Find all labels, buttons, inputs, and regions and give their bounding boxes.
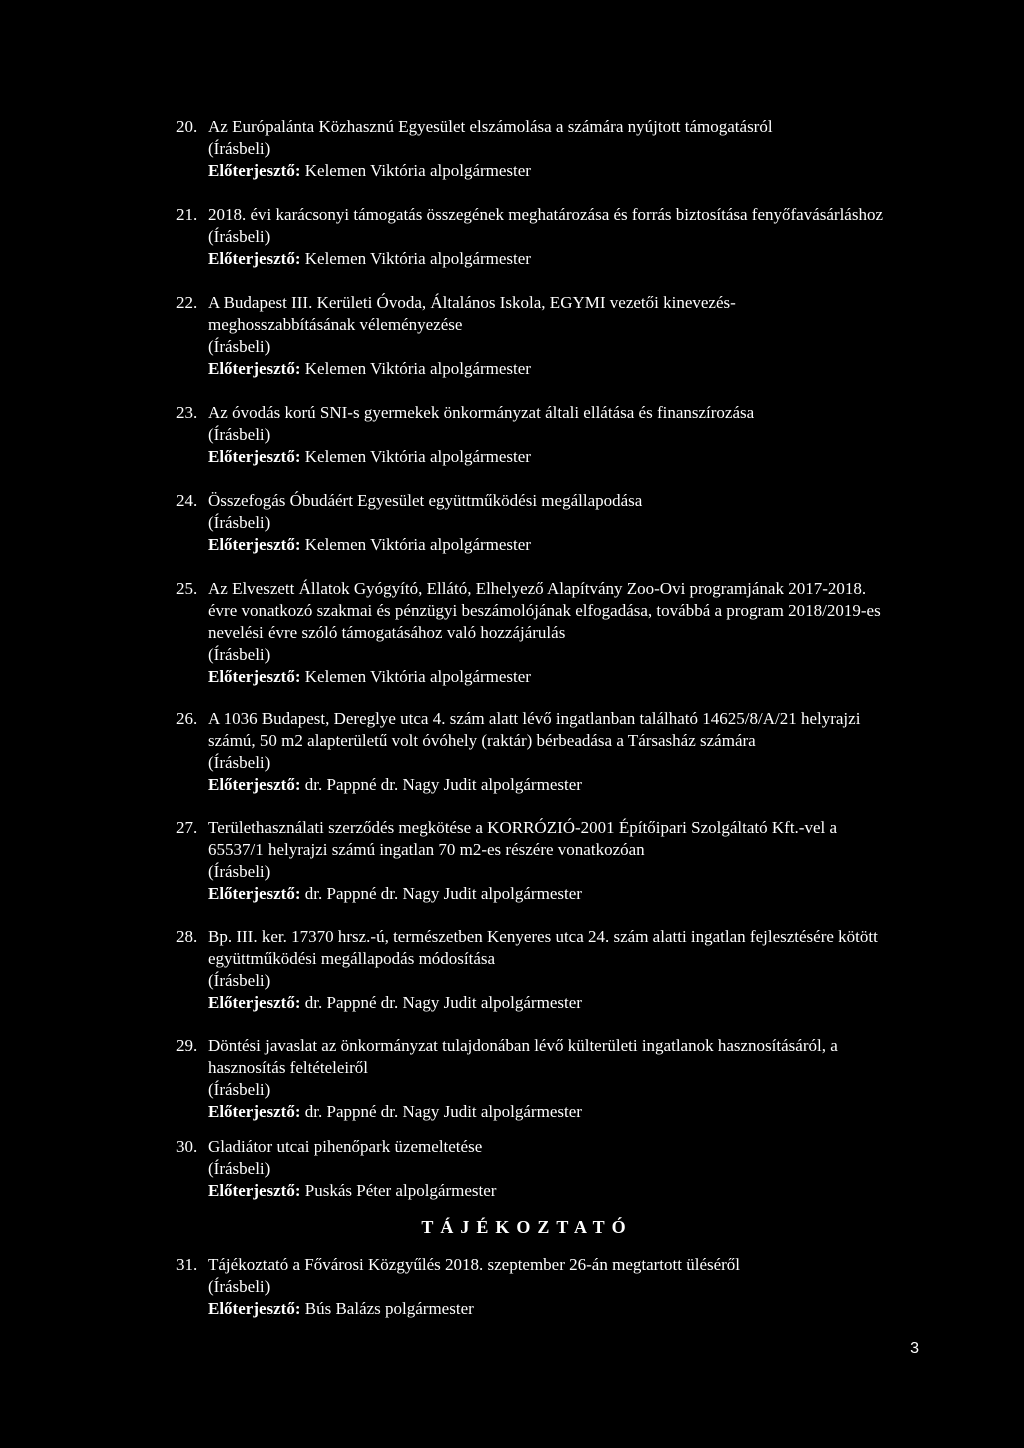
item-title-line: Döntési javaslat az önkormányzat tulajdonában lévő külterületi ingatlanok hasznosításáról, a [208, 1036, 838, 1055]
presenter-label: Előterjesztő: [208, 667, 301, 686]
item-title-line: nevelési évre szóló támogatásához való hozzájárulás [208, 623, 566, 642]
presenter-label: Előterjesztő: [208, 359, 301, 378]
agenda-item-22 [176, 292, 976, 380]
item-title-line: Tájékoztató a Fővárosi Közgyűlés 2018. szeptember 26-án megtartott üléséről [208, 1255, 741, 1274]
item-type: (Írásbeli) [208, 1080, 271, 1099]
item-title-line: Az óvodás korú SNI-s gyermekek önkormányzat általi ellátása és finanszírozása [208, 403, 755, 422]
item-number: 31. [176, 1255, 198, 1274]
presenter-label: Előterjesztő: [208, 993, 301, 1012]
agenda-item-24 [176, 490, 976, 556]
item-number: 23. [176, 403, 198, 422]
item-presenter-line [208, 774, 976, 796]
item-type: (Írásbeli) [208, 227, 271, 246]
presenter-label: Előterjesztő: [208, 1102, 301, 1121]
presenter-name: Kelemen Viktória alpolgármester [304, 161, 531, 180]
section-heading: TÁJÉKOZTATÓ [421, 1217, 633, 1237]
item-title-line: 65537/1 helyrajzi számú ingatlan 70 m2-es részére vonatkozóan [208, 840, 645, 859]
presenter-name: Kelemen Viktória alpolgármester [304, 249, 531, 268]
item-number: 25. [176, 579, 198, 598]
agenda-item-26 [176, 708, 976, 796]
item-type: (Írásbeli) [208, 337, 271, 356]
agenda-item-23 [176, 402, 976, 468]
item-number: 22. [176, 293, 198, 312]
presenter-name: dr. Pappné dr. Nagy Judit alpolgármester [304, 775, 582, 794]
presenter-name: dr. Pappné dr. Nagy Judit alpolgármester [304, 884, 582, 903]
item-type: (Írásbeli) [208, 645, 271, 664]
item-title-line: 2018. évi karácsonyi támogatás összegének meghatározása és forrás biztosítása fenyőfavásárláshoz [208, 205, 884, 224]
presenter-name: Kelemen Viktória alpolgármester [304, 359, 531, 378]
presenter-name: Kelemen Viktória alpolgármester [304, 535, 531, 554]
presenter-label: Előterjesztő: [208, 884, 301, 903]
item-number: 21. [176, 205, 198, 224]
item-title-line: évre vonatkozó szakmai és pénzügyi beszámolójának elfogadása, továbbá a program 2018/2019-es [208, 601, 881, 620]
presenter-name: dr. Pappné dr. Nagy Judit alpolgármester [304, 1102, 582, 1121]
item-presenter-line [208, 666, 976, 688]
presenter-label: Előterjesztő: [208, 447, 301, 466]
item-number: 30. [176, 1137, 198, 1156]
item-title-line: hasznosítás feltételeiről [208, 1058, 369, 1077]
presenter-name: Puskás Péter alpolgármester [304, 1181, 497, 1200]
item-type: (Írásbeli) [208, 862, 271, 881]
presenter-name: Bús Balázs polgármester [304, 1299, 474, 1318]
item-number: 29. [176, 1036, 198, 1055]
presenter-label: Előterjesztő: [208, 1181, 301, 1200]
presenter-label: Előterjesztő: [208, 535, 301, 554]
item-title-line: A Budapest III. Kerületi Óvoda, Általános Iskola, EGYMI vezetői kinevezés- [208, 293, 736, 312]
item-type: (Írásbeli) [208, 971, 271, 990]
presenter-label: Előterjesztő: [208, 161, 301, 180]
item-title-line: A 1036 Budapest, Dereglye utca 4. szám alatt lévő ingatlanban található 14625/8/A/21 helyrajzi [208, 709, 861, 728]
item-type: (Írásbeli) [208, 513, 271, 532]
item-presenter-line [208, 1101, 976, 1123]
item-presenter-line [208, 883, 976, 905]
item-title-line: Az Elveszett Állatok Gyógyító, Ellátó, Elhelyező Alapítvány Zoo-Ovi programjának 2017-2018. [208, 579, 867, 598]
item-type: (Írásbeli) [208, 1277, 271, 1296]
item-title-line: Összefogás Óbudáért Egyesület együttműködési megállapodása [208, 491, 643, 510]
agenda-item-31 [176, 1254, 976, 1320]
item-title-line: Bp. III. ker. 17370 hrsz.-ú, természetben Kenyeres utca 24. szám alatti ingatlan fejlesztésére kötött [208, 927, 878, 946]
item-type: (Írásbeli) [208, 753, 271, 772]
item-presenter-line [208, 1298, 976, 1320]
item-title-line: meghosszabbításának véleményezése [208, 315, 463, 334]
item-presenter-line [208, 1180, 976, 1202]
agenda-item-29 [176, 1035, 976, 1123]
agenda-item-21 [176, 204, 976, 270]
item-type: (Írásbeli) [208, 425, 271, 444]
presenter-name: dr. Pappné dr. Nagy Judit alpolgármester [304, 993, 582, 1012]
item-presenter-line [208, 534, 976, 556]
item-presenter-line [208, 248, 976, 270]
presenter-name: Kelemen Viktória alpolgármester [304, 447, 531, 466]
item-number: 27. [176, 818, 198, 837]
presenter-label: Előterjesztő: [208, 775, 301, 794]
item-number: 28. [176, 927, 198, 946]
item-presenter-line [208, 358, 976, 380]
agenda-item-27 [176, 817, 976, 905]
item-number: 20. [176, 117, 198, 136]
item-title-line: számú, 50 m2 alapterületű volt óvóhely (raktár) bérbeadása a Társasház számára [208, 731, 756, 750]
presenter-label: Előterjesztő: [208, 249, 301, 268]
presenter-name: Kelemen Viktória alpolgármester [304, 667, 531, 686]
agenda-item-28 [176, 926, 976, 1014]
item-presenter-line [208, 160, 976, 182]
item-type: (Írásbeli) [208, 139, 271, 158]
presenter-label: Előterjesztő: [208, 1299, 301, 1318]
item-type: (Írásbeli) [208, 1159, 271, 1178]
item-title-line: Gladiátor utcai pihenőpark üzemeltetése [208, 1137, 483, 1156]
agenda-item-20 [176, 116, 976, 182]
agenda-item-25 [176, 578, 976, 688]
item-presenter-line [208, 992, 976, 1014]
item-number: 26. [176, 709, 198, 728]
item-number: 24. [176, 491, 198, 510]
item-title-line: Területhasználati szerződés megkötése a KORRÓZIÓ-2001 Építőipari Szolgáltató Kft.-vel a [208, 818, 838, 837]
item-title-line: együttműködési megállapodás módosítása [208, 949, 496, 968]
agenda-item-30 [176, 1136, 976, 1202]
item-presenter-line [208, 446, 976, 468]
item-title-line: Az Európalánta Közhasznú Egyesület elszámolása a számára nyújtott támogatásról [208, 117, 773, 136]
page-number: 3 [910, 1340, 919, 1357]
